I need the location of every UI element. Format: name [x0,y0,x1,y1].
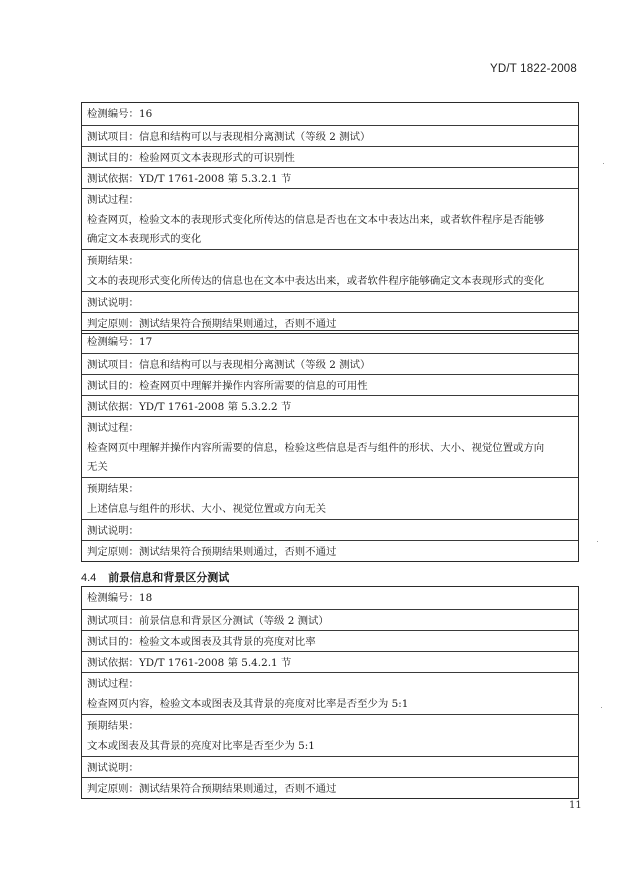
test-id: 检测编号：18 [87,592,153,604]
process-line: 检查网页中理解并操作内容所需要的信息，检验这些信息是否与组件的形状、大小、视觉位置或方向 [87,441,545,454]
section-number: 4.4 [81,572,97,584]
test-expected [82,714,578,756]
process-line: 检查网页，检验文本的表现形式变化所传达的信息是否也在文本中表达出来，或者软件程序是否能够 [87,213,545,226]
process-line: 确定文本表现形式的变化 [87,233,202,245]
expected-label: 预期结果： [87,720,139,732]
process-label: 测试过程： [87,194,139,206]
test-purpose: 测试目的：检验文本或图表及其背景的亮度对比率 [82,630,578,651]
test-table-16 [81,102,579,334]
scan-speck [603,163,604,164]
test-item: 测试项目：信息和结构可以与表现相分离测试（等级 2 测试） [82,353,578,374]
test-id: 检测编号：16 [87,108,153,120]
test-table-18 [81,586,579,799]
test-notes: 测试说明： [82,756,578,777]
expected-line: 上述信息与组件的形状、大小、视觉位置或方向无关 [87,502,326,515]
section-heading [81,569,229,585]
test-criteria: 判定原则：测试结果符合预期结果则通过，否则不通过 [82,312,578,333]
scan-speck [601,707,602,708]
test-expected [82,477,578,519]
process-line: 无关 [87,461,108,473]
process-label: 测试过程： [87,422,139,434]
expected-label: 预期结果： [87,483,139,495]
test-notes: 测试说明： [82,519,578,540]
test-notes: 测试说明： [82,291,578,312]
page-number: 11 [569,800,582,811]
test-criteria: 判定原则：测试结果符合预期结果则通过，否则不通过 [82,777,578,798]
test-purpose: 测试目的：检查网页中理解并操作内容所需要的信息的可用性 [82,374,578,395]
test-item: 测试项目：前景信息和背景区分测试（等级 2 测试） [82,609,578,630]
section-title: 前景信息和背景区分测试 [108,572,230,584]
test-criteria: 判定原则：测试结果符合预期结果则通过，否则不通过 [82,540,578,561]
test-process [82,188,578,249]
test-basis: 测试依据：YD/T 1761-2008 第 5.4.2.1 节 [82,651,578,672]
test-process [82,416,578,477]
expected-label: 预期结果： [87,255,139,267]
test-basis: 测试依据：YD/T 1761-2008 第 5.3.2.1 节 [82,167,578,188]
test-purpose: 测试目的：检验网页文本表现形式的可识别性 [82,146,578,167]
test-expected [82,249,578,291]
scan-speck [597,541,598,542]
test-id: 检测编号：17 [87,336,153,348]
test-item: 测试项目：信息和结构可以与表现相分离测试（等级 2 测试） [82,125,578,146]
expected-line: 文本的表现形式变化所传达的信息也在文本中表达出来，或者软件程序能够确定文本表现形式的变化 [87,274,545,287]
expected-line: 文本或图表及其背景的亮度对比率是否至少为 5:1 [87,739,315,752]
document-code: YD/T 1822-2008 [490,63,577,75]
test-basis: 测试依据：YD/T 1761-2008 第 5.3.2.2 节 [82,395,578,416]
test-process [82,672,578,714]
process-line: 检查网页内容，检验文本或图表及其背景的亮度对比率是否至少为 5:1 [87,697,409,710]
test-table-17 [81,330,579,562]
process-label: 测试过程： [87,678,139,690]
